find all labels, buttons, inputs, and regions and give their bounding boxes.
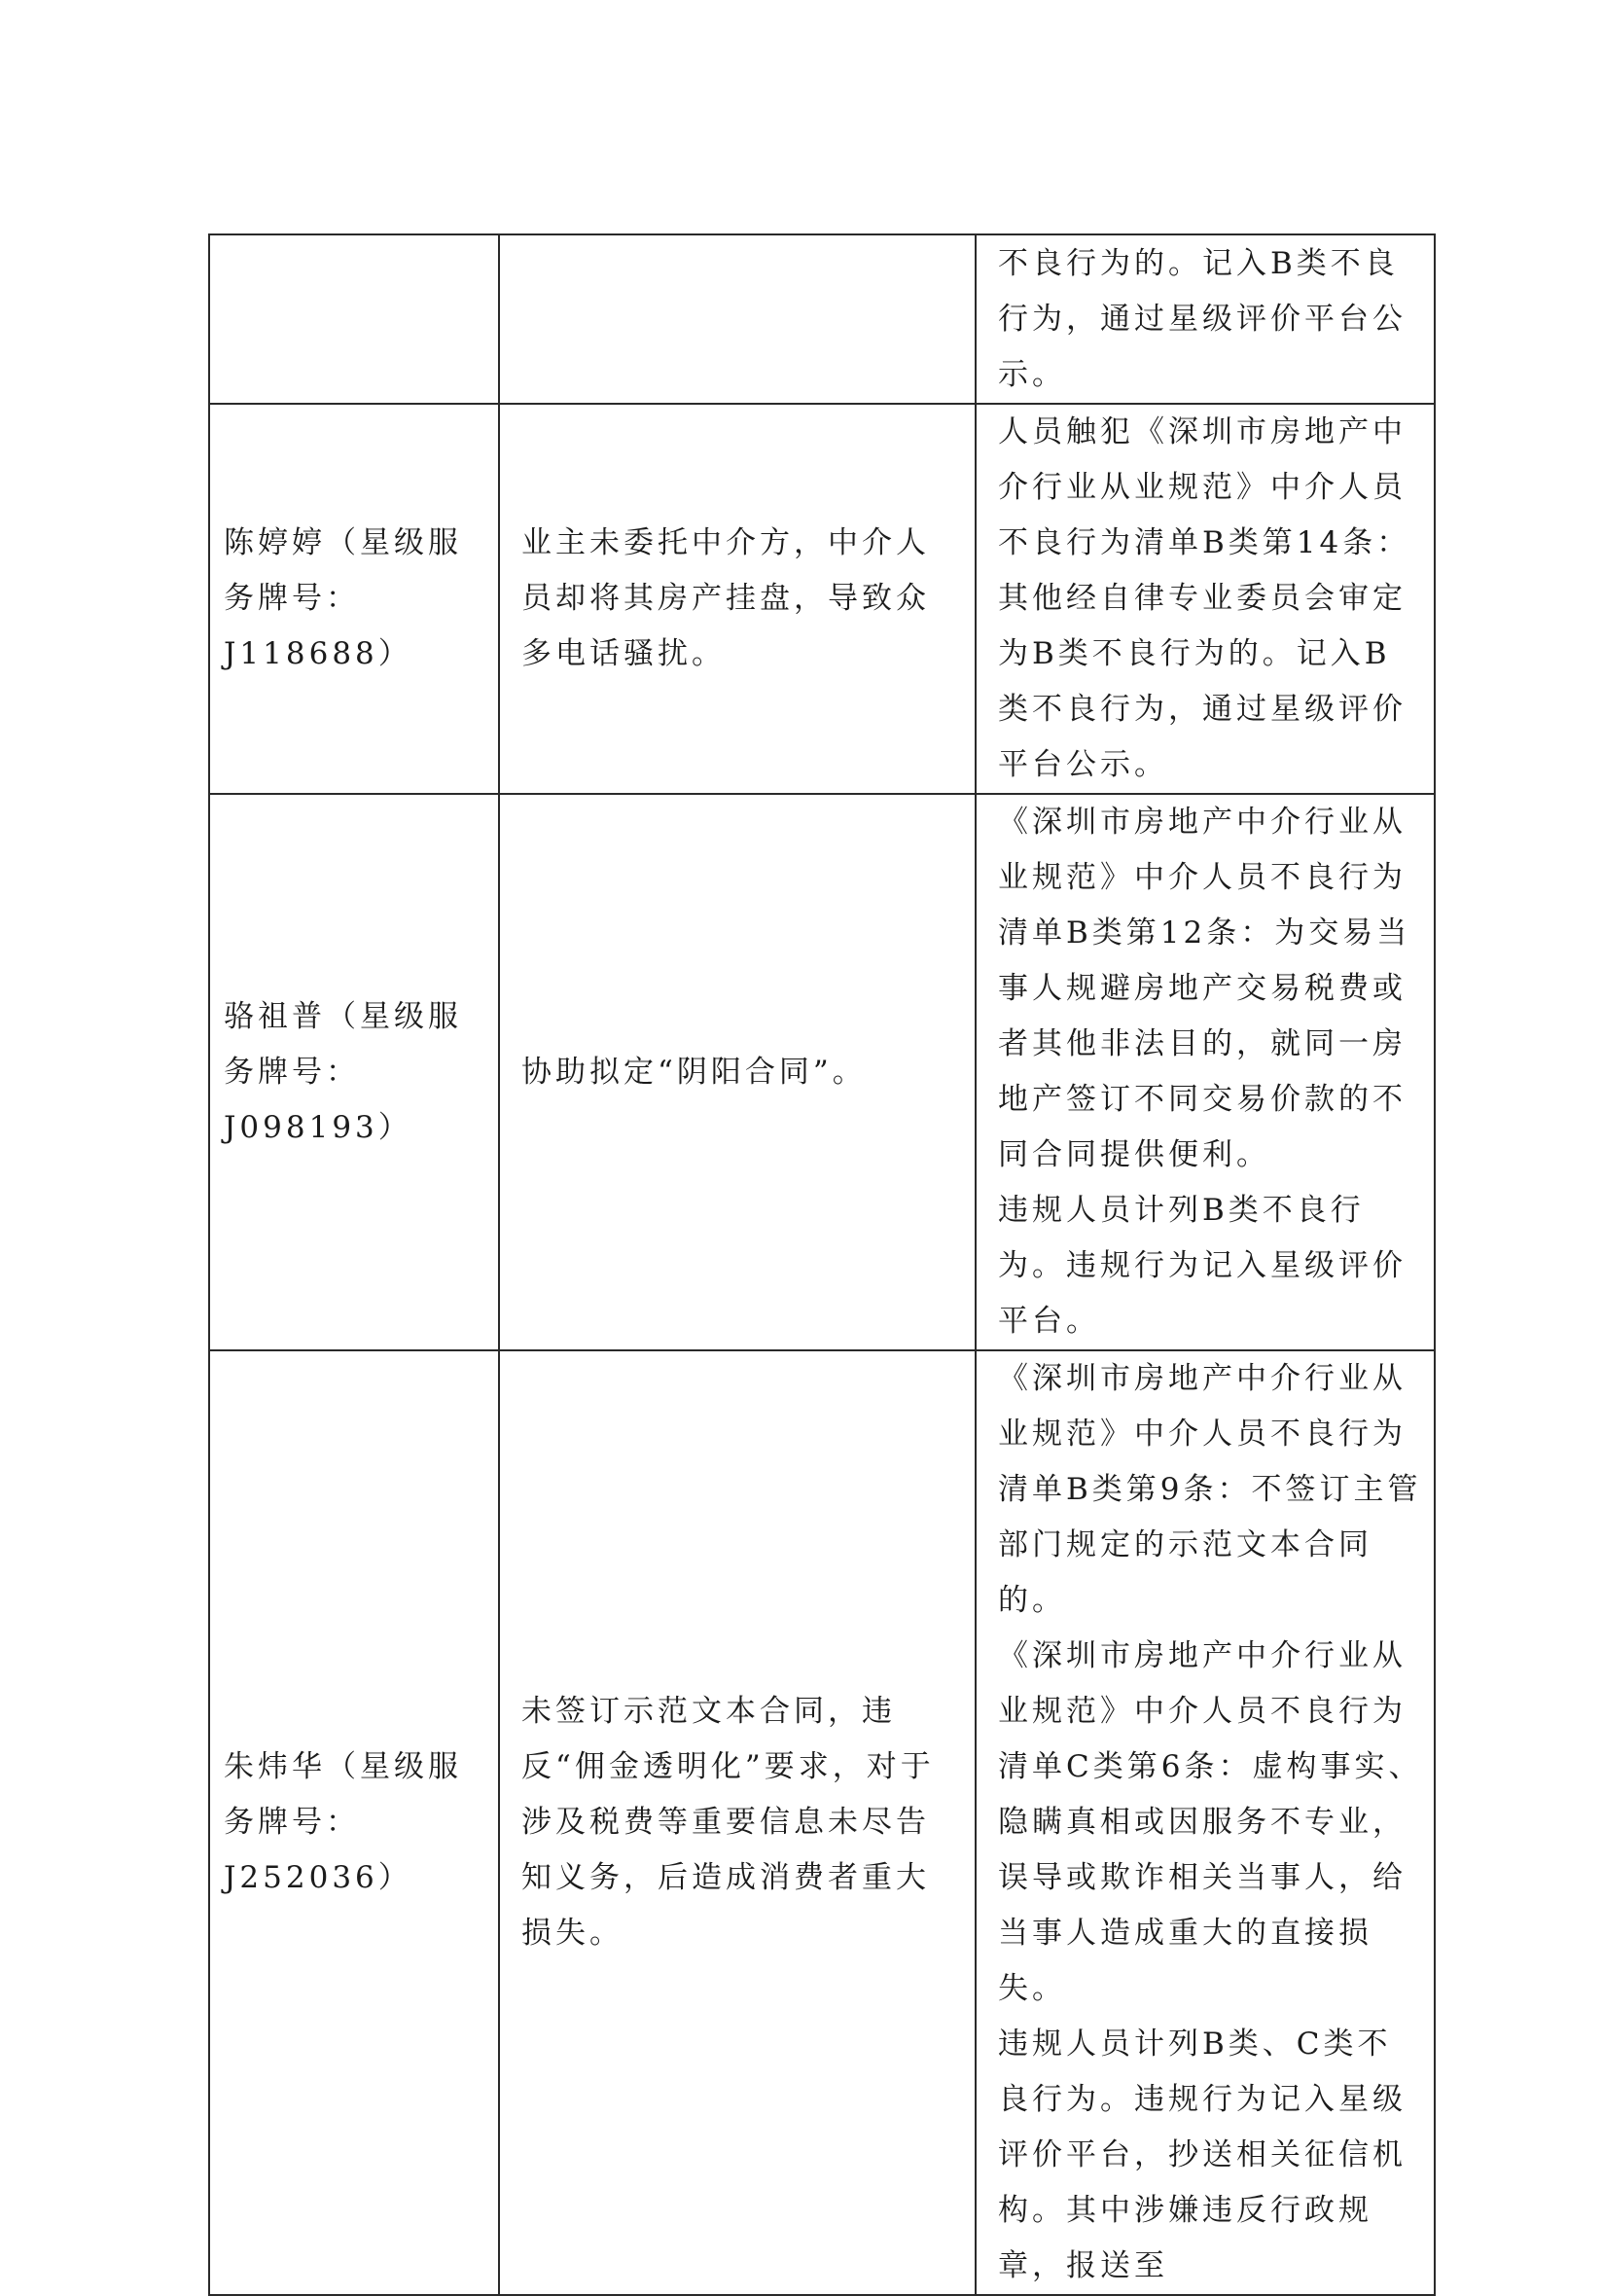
- fact-text: 协助拟定“阴阳合同”。: [521, 1054, 867, 1090]
- name-cell: [209, 234, 499, 404]
- name-cell: [209, 794, 499, 1350]
- name-text: 陈婷婷（星级服务牌号： J118688）: [224, 525, 462, 671]
- result-paragraph: 人员触犯《深圳市房地产中介行业从业规范》中介人员不良行为清单B类第14条：其他经自律专业委员会审定为B类不良行为的。记入B类不良行为，通过星级评价平台公示。: [998, 414, 1411, 782]
- result-cell: [976, 794, 1435, 1350]
- result-paragraph: 《深圳市房地产中介行业从业规范》中介人员不良行为清单B类第12条：为交易当事人规避房地产交易税费或者其他非法目的，就同一房地产签订不同交易价款的不同合同提供便利。: [998, 805, 1411, 1172]
- fact-cell: [499, 794, 976, 1350]
- result-cell: [976, 1350, 1435, 2295]
- fact-cell: [499, 234, 976, 404]
- name-cell: [209, 404, 499, 794]
- fact-text: 业主未委托中介方，中介人员却将其房产挂盘，导致众多电话骚扰。: [521, 525, 930, 671]
- table-row: [209, 1350, 1435, 2295]
- result-cell: [976, 234, 1435, 404]
- result-paragraph: 违规人员计列B类、C类不良行为。违规行为记入星级评价平台，抄送相关征信机构。其中涉嫌违反行政规章，报送至: [998, 2027, 1407, 2283]
- violation-table: [208, 233, 1436, 2296]
- fact-cell: [499, 404, 976, 794]
- result-paragraph: 《深圳市房地产中介行业从业规范》中介人员不良行为清单B类第9条：不签订主管部门规定的示范文本合同的。: [998, 1361, 1422, 1618]
- fact-text: 未签订示范文本合同，违反“佣金透明化”要求，对于涉及税费等重要信息未尽告知义务，后造成消费者重大损失。: [521, 1694, 935, 1951]
- result-paragraph: 不良行为的。记入B类不良行为，通过星级评价平台公示。: [998, 245, 1407, 392]
- name-text: 骆祖普（星级服务牌号：J098193）: [224, 998, 462, 1145]
- result-cell: [976, 404, 1435, 794]
- result-paragraph: 《深圳市房地产中介行业从业规范》中介人员不良行为清单C类第6条：虚构事实、隐瞒真相或因服务不专业，误导或欺诈相关当事人，给当事人造成重大的直接损失。: [998, 1638, 1423, 2006]
- table-row: [209, 404, 1435, 794]
- table-row: [209, 794, 1435, 1350]
- result-paragraph: 违规人员计列B类不良行为。违规行为记入星级评价平台。: [998, 1193, 1407, 1339]
- table-row: [209, 234, 1435, 404]
- name-cell: [209, 1350, 499, 2295]
- name-text: 朱炜华（星级服务牌号：J252036）: [224, 1749, 462, 1895]
- fact-cell: [499, 1350, 976, 2295]
